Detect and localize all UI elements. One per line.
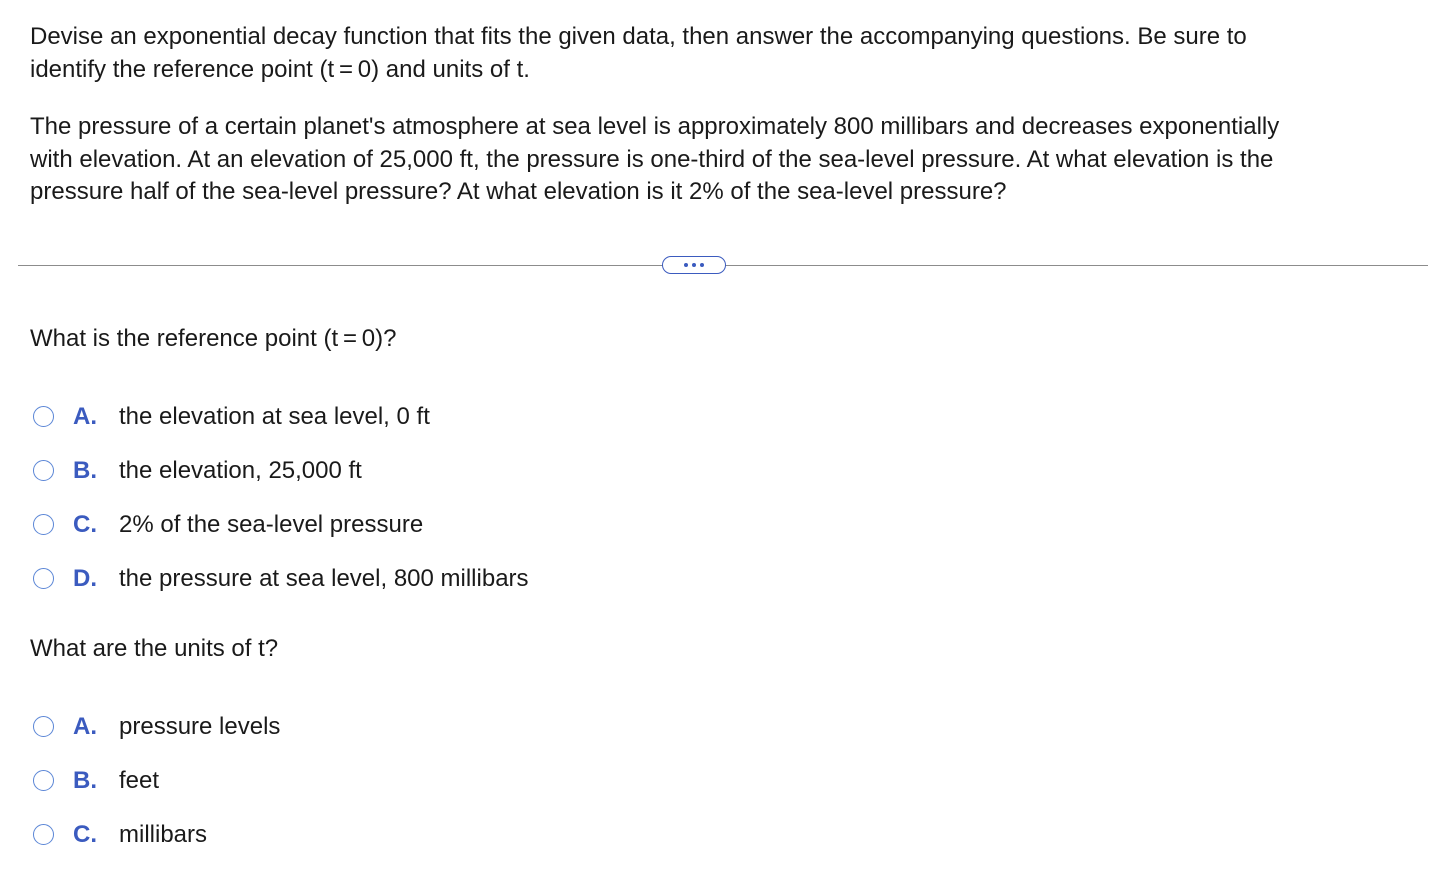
option-label: pressure levels [119, 713, 281, 740]
radio-button-icon[interactable] [33, 406, 54, 427]
option-label: 2% of the sea-level pressure [119, 511, 424, 538]
radio-button-icon[interactable] [33, 824, 54, 845]
option-reference-c[interactable] [33, 508, 529, 562]
option-letter: B. [73, 457, 97, 484]
option-label: the elevation at sea level, 0 ft [119, 403, 430, 430]
reference-point-options [33, 400, 529, 616]
option-units-b[interactable] [33, 764, 280, 818]
option-units-a[interactable] [33, 710, 280, 764]
radio-button-icon[interactable] [33, 460, 54, 481]
radio-button-icon[interactable] [33, 568, 54, 589]
question-reference-point: What is the reference point (t = 0)? [30, 325, 397, 352]
option-letter: B. [73, 767, 97, 794]
units-options [33, 710, 280, 872]
option-label: the pressure at sea level, 800 millibars [119, 565, 529, 592]
show-more-button[interactable] [662, 256, 726, 274]
option-label: the elevation, 25,000 ft [119, 457, 362, 484]
ellipsis-icon [684, 263, 688, 267]
question-units-of-t: What are the units of t? [30, 635, 279, 662]
option-reference-d[interactable] [33, 562, 529, 616]
option-letter: A. [73, 403, 97, 430]
option-label: feet [119, 767, 160, 794]
ellipsis-icon [692, 263, 696, 267]
option-reference-a[interactable] [33, 400, 529, 454]
option-units-c[interactable] [33, 818, 280, 872]
radio-button-icon[interactable] [33, 770, 54, 791]
radio-button-icon[interactable] [33, 514, 54, 535]
problem-statement: The pressure of a certain planet's atmosphere at sea level is approximately 800 millibars and decreases exponentially with elevation. At an elevation of 25,000 ft, the pressure is one-third of the sea-level pressure. At what elevation is the pressure half of the sea-level pressure? At what elevation is it 2% of the sea-level pressure? [30, 113, 1280, 205]
instructions-text: Devise an exponential decay function that fits the given data, then answer the accompanying questions. Be sure to identify the reference point (t = 0) and units of t. [30, 23, 1247, 83]
option-letter: D. [73, 565, 97, 592]
option-reference-b[interactable] [33, 454, 529, 508]
option-letter: C. [73, 511, 97, 538]
ellipsis-icon [700, 263, 704, 267]
option-letter: A. [73, 713, 97, 740]
radio-button-icon[interactable] [33, 716, 54, 737]
option-label: millibars [119, 821, 208, 848]
option-letter: C. [73, 821, 97, 848]
